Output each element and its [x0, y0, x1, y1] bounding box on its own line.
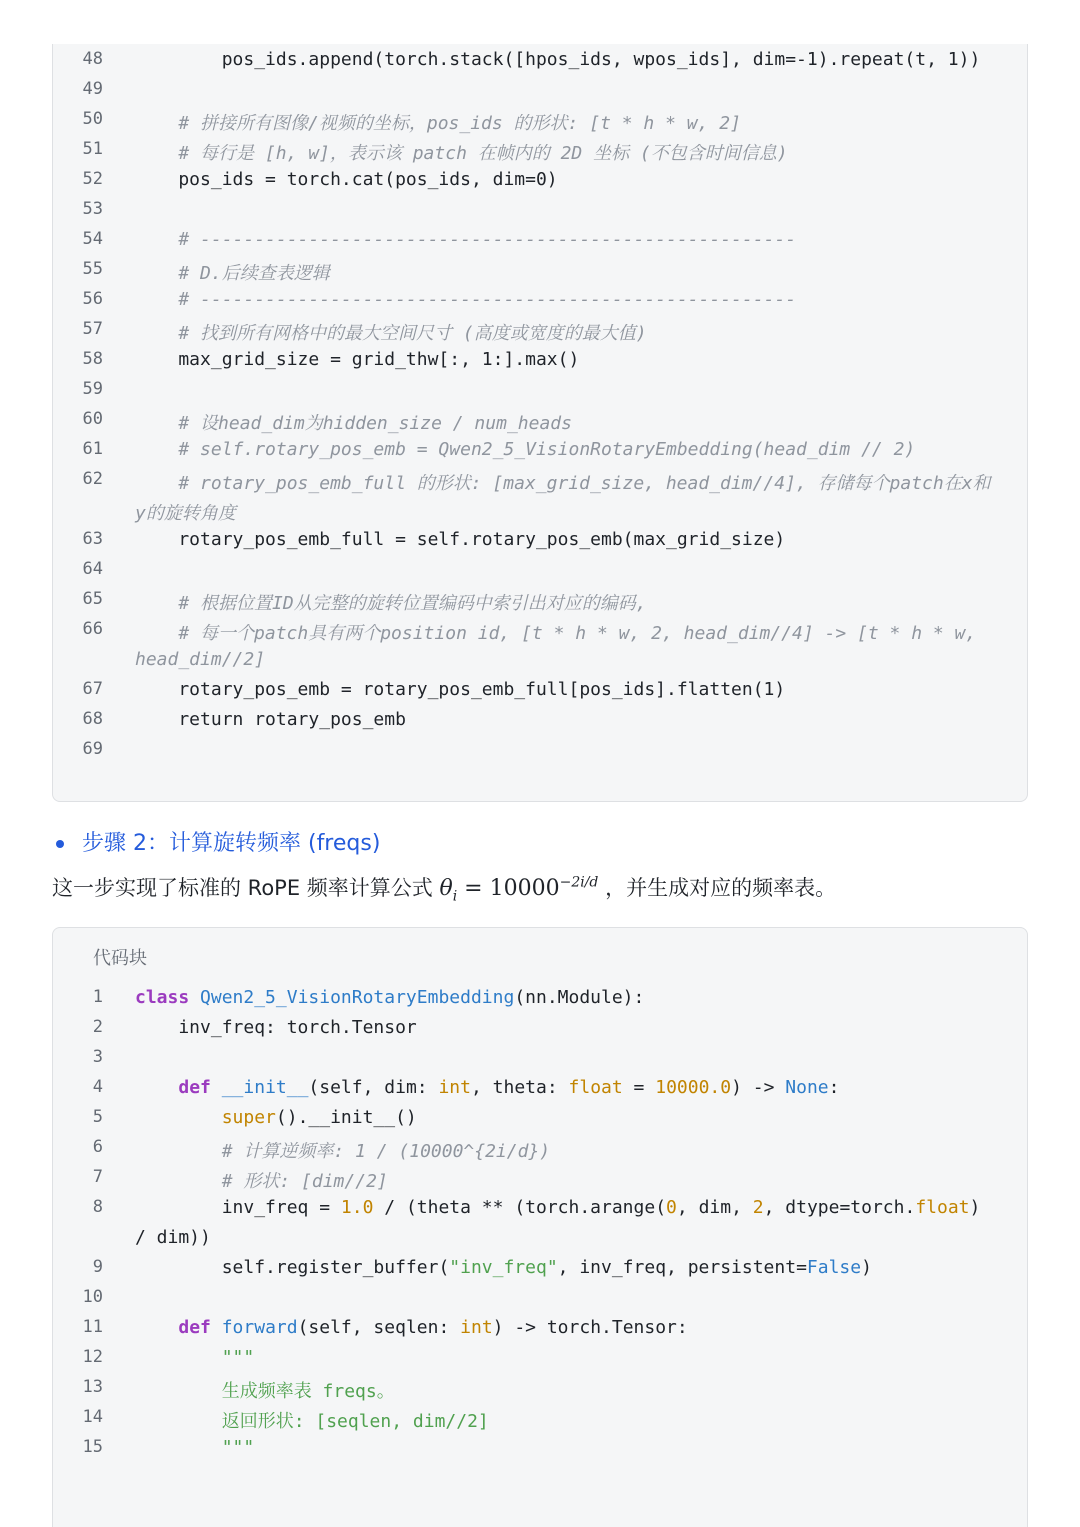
code-wrap-text: y的旋转角度 [135, 503, 236, 524]
line-number: 64 [82, 559, 103, 579]
code-text: # rotary_pos_emb_full 的形状: [max_grid_size, head_dim//4], 存储每个patch在x和 [135, 473, 991, 494]
step-label: 步骤 2：计算旋转频率 (freqs) [82, 831, 381, 856]
code-text: # 计算逆频率: 1 / (10000^{2i/d}) [221, 1141, 551, 1162]
code-line [53, 616, 1027, 676]
code-line [53, 736, 1027, 766]
code-text: return rotary_pos_emb [135, 709, 406, 730]
code-line [53, 1404, 1027, 1434]
code-line [53, 166, 1027, 196]
line-number: 59 [82, 379, 103, 399]
code-block-title: 代码块 [93, 948, 147, 969]
code-wrap-text: / dim)) [135, 1227, 211, 1248]
code-line [53, 676, 1027, 706]
code-text: max_grid_size = grid_thw[:, 1:].max() [135, 349, 580, 370]
code-line [53, 586, 1027, 616]
code-line [53, 406, 1027, 436]
line-number: 62 [82, 469, 103, 489]
code-line [53, 346, 1027, 376]
formula-sub: i [452, 888, 458, 905]
code-text: # 拼接所有图像/视频的坐标，pos_ids 的形状: [t * h * w, 2] [135, 113, 741, 134]
line-number: 8 [92, 1197, 103, 1217]
code-text: inv_freq = 1.0 / (theta ** (torch.arange(0, dim, 2, dtype=torch.float) [221, 1197, 981, 1218]
code-line [53, 46, 1027, 76]
code-text: # D.后续查表逻辑 [135, 263, 330, 284]
line-number: 10 [82, 1287, 103, 1307]
code-text: rotary_pos_emb_full = self.rotary_pos_emb(max_grid_size) [135, 529, 786, 550]
line-number: 55 [82, 259, 103, 279]
description-paragraph [52, 872, 836, 904]
line-number: 53 [82, 199, 103, 219]
code-line [53, 1314, 1027, 1344]
formula-theta: θ [439, 876, 453, 901]
code-line [53, 706, 1027, 736]
formula [439, 874, 599, 905]
line-number: 51 [82, 139, 103, 159]
code-text: # 每一个patch具有两个position id, [t * h * w, 2, head_dim//4] -> [t * h * w, [135, 623, 977, 644]
code-text: class Qwen2_5_VisionRotaryEmbedding(nn.Module): [135, 987, 645, 1008]
code-line [53, 1254, 1027, 1284]
code-line [53, 1284, 1027, 1314]
code-line [53, 1194, 1027, 1254]
line-number: 6 [92, 1137, 103, 1157]
code-line [53, 286, 1027, 316]
code-text: # ------------------------------------------------------- [135, 289, 797, 310]
line-number: 50 [82, 109, 103, 129]
code-line [53, 1014, 1027, 1044]
code-wrap-text: head_dim//2] [135, 649, 266, 670]
line-number: 69 [82, 739, 103, 759]
code-line [53, 76, 1027, 106]
line-number: 3 [92, 1047, 103, 1067]
line-number: 48 [82, 49, 103, 69]
code-line [53, 1344, 1027, 1374]
line-number: 14 [82, 1407, 103, 1427]
code-line [53, 1134, 1027, 1164]
code-text: pos_ids.append(torch.stack([hpos_ids, wpos_ids], dim=-1).repeat(t, 1)) [135, 49, 981, 70]
line-number: 15 [82, 1437, 103, 1457]
formula-exp: −2i/d [559, 874, 599, 891]
code-line [53, 106, 1027, 136]
line-number: 12 [82, 1347, 103, 1367]
line-number: 58 [82, 349, 103, 369]
code-text: # 根据位置ID从完整的旋转位置编码中索引出对应的编码, [135, 593, 647, 614]
code-text: pos_ids = torch.cat(pos_ids, dim=0) [135, 169, 558, 190]
line-number: 68 [82, 709, 103, 729]
code-line [53, 984, 1027, 1014]
code-block-1 [52, 44, 1028, 802]
code-line [53, 226, 1027, 256]
code-line [53, 256, 1027, 286]
line-number: 56 [82, 289, 103, 309]
code-line [53, 196, 1027, 226]
code-line [53, 1164, 1027, 1194]
code-text: # 找到所有网格中的最大空间尺寸 (高度或宽度的最大值) [135, 323, 647, 344]
bullet-icon [56, 840, 64, 848]
code-line [53, 556, 1027, 586]
code-text: # ------------------------------------------------------- [135, 229, 797, 250]
code-text: # 每行是 [h, w]，表示该 patch 在帧内的 2D 坐标 (不包含时间信息) [135, 143, 788, 164]
line-number: 57 [82, 319, 103, 339]
line-number: 63 [82, 529, 103, 549]
line-number: 54 [82, 229, 103, 249]
code-text: 生成频率表 freqs。 [221, 1381, 395, 1402]
line-number: 60 [82, 409, 103, 429]
line-number: 65 [82, 589, 103, 609]
code-text: # self.rotary_pos_emb = Qwen2_5_VisionRotaryEmbedding(head_dim // 2) [135, 439, 916, 460]
line-number: 49 [82, 79, 103, 99]
line-number: 11 [82, 1317, 103, 1337]
code-text: super().__init__() [221, 1107, 417, 1128]
code-line [53, 1044, 1027, 1074]
code-line [53, 526, 1027, 556]
line-number: 52 [82, 169, 103, 189]
line-number: 61 [82, 439, 103, 459]
code-text: def forward(self, seqlen: int) -> torch.Tensor: [178, 1317, 688, 1338]
code-line [53, 136, 1027, 166]
code-text: self.register_buffer("inv_freq", inv_freq, persistent=False) [221, 1257, 872, 1278]
code-block-2 [52, 927, 1028, 1527]
code-text: inv_freq: torch.Tensor [135, 1017, 417, 1038]
line-number: 4 [92, 1077, 103, 1097]
step-heading [56, 826, 380, 857]
line-number: 66 [82, 619, 103, 639]
para-text-before: 这一步实现了标准的 RoPE 频率计算公式 [52, 876, 440, 900]
code-line [53, 436, 1027, 466]
para-text-after: ，并生成对应的频率表。 [598, 876, 837, 900]
line-number: 5 [92, 1107, 103, 1127]
line-number: 9 [92, 1257, 103, 1277]
code-text: 返回形状: [seqlen, dim//2] [221, 1411, 489, 1432]
code-line [53, 1434, 1027, 1464]
code-text: """ [221, 1437, 255, 1458]
code-line [53, 1374, 1027, 1404]
code-line [53, 376, 1027, 406]
line-number: 2 [92, 1017, 103, 1037]
code-text: # 设head_dim为hidden_size / num_heads [135, 413, 572, 434]
line-number: 7 [92, 1167, 103, 1187]
code-text: def __init__(self, dim: int, theta: float = 10000.0) -> None: [178, 1077, 840, 1098]
line-number: 67 [82, 679, 103, 699]
code-line [53, 466, 1027, 526]
code-line [53, 1104, 1027, 1134]
code-text: # 形状: [dim//2] [221, 1171, 388, 1192]
line-number: 1 [92, 987, 103, 1007]
code-text: rotary_pos_emb = rotary_pos_emb_full[pos_ids].flatten(1) [135, 679, 786, 700]
line-number: 13 [82, 1377, 103, 1397]
code-line [53, 1074, 1027, 1104]
code-text: """ [221, 1347, 255, 1368]
code-line [53, 316, 1027, 346]
formula-eq: = 10000 [457, 876, 560, 901]
